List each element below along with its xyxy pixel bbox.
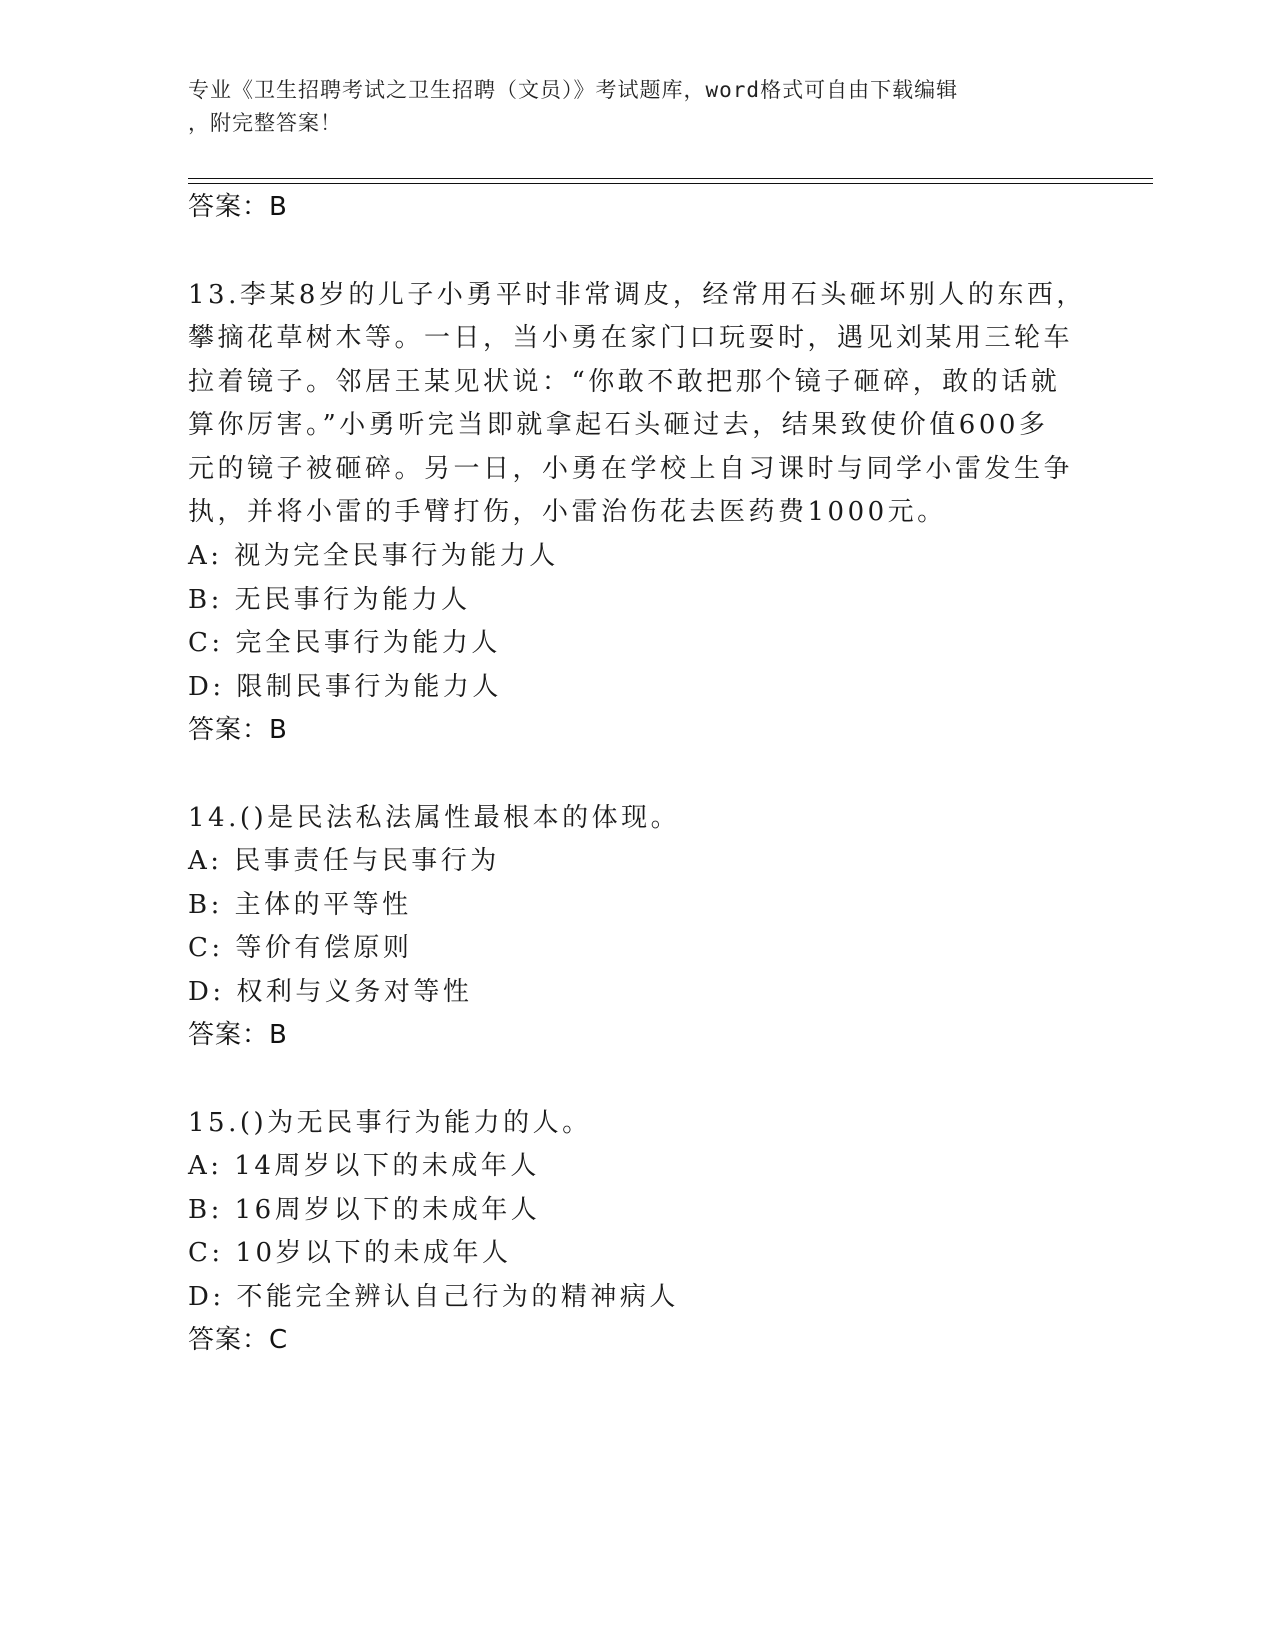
question-text-line: 15.()为无民事行为能力的人。 <box>188 1108 592 1138</box>
question-text-line: 元的镜子被砸碎。另一日，小勇在学校上自习课时与同学小雷发生争 <box>188 454 1074 484</box>
answer: 答案：C <box>188 1325 289 1355</box>
option-a: A: 民事责任与民事行为 <box>188 846 500 876</box>
header-line-2: ，附完整答案！ <box>188 111 342 135</box>
option-c: C: 完全民事行为能力人 <box>188 628 501 658</box>
option-a: A: 视为完全民事行为能力人 <box>188 541 559 571</box>
question-text-line: 执，并将小雷的手臂打伤，小雷治伤花去医药费1000元。 <box>188 497 947 527</box>
question-text-line: 算你厉害。”小勇听完当即就拿起石头砸过去，结果致使价值600多 <box>188 410 1049 440</box>
option-c: C: 10岁以下的未成年人 <box>188 1238 512 1268</box>
header-rule-top <box>188 178 1153 179</box>
option-b: B: 无民事行为能力人 <box>188 585 471 615</box>
question-text-line: 13.李某8岁的儿子小勇平时非常调皮，经常用石头砸坏别人的东西， <box>188 280 1086 310</box>
option-b: B: 主体的平等性 <box>188 890 412 920</box>
question-text-line: 拉着镜子。邻居王某见状说：“你敢不敢把那个镜子砸碎，敢的话就 <box>188 367 1061 397</box>
option-c: C: 等价有偿原则 <box>188 933 413 963</box>
question-text-line: 14.()是民法私法属性最根本的体现。 <box>188 803 681 833</box>
option-d: D: 限制民事行为能力人 <box>188 672 502 702</box>
option-d: D: 权利与义务对等性 <box>188 977 473 1007</box>
question-text-line: 攀摘花草树木等。一日，当小勇在家门口玩耍时，遇见刘某用三轮车 <box>188 323 1074 353</box>
document-header <box>188 74 1068 140</box>
header-rule-bottom <box>188 183 1153 184</box>
option-b: B: 16周岁以下的未成年人 <box>188 1195 541 1225</box>
option-a: A: 14周岁以下的未成年人 <box>188 1151 540 1181</box>
option-d: D: 不能完全辨认自己行为的精神病人 <box>188 1282 679 1312</box>
answer: 答案：B <box>188 715 288 745</box>
answer-previous: 答案：B <box>188 192 288 222</box>
header-line-1: 专业《卫生招聘考试之卫生招聘（文员）》考试题库，word格式可自由下载编辑 <box>188 78 959 102</box>
answer: 答案：B <box>188 1020 288 1050</box>
